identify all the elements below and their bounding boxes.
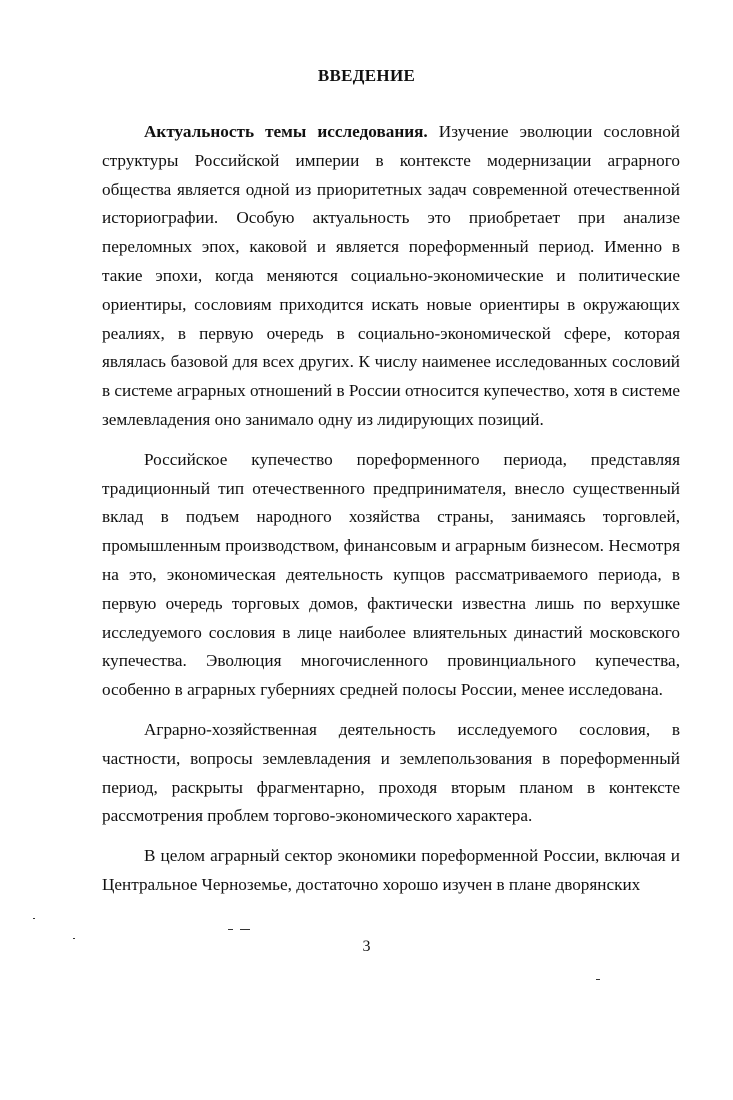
paragraph-4: В целом аграрный сектор экономики пореформенной России, включая и Центральное Черноземье, достаточно хорошо изучен в плане дворянских (102, 846, 680, 894)
scan-speck (596, 979, 600, 980)
body-text (102, 118, 680, 911)
scan-speck (73, 938, 75, 939)
page-heading: ВВЕДЕНИЕ (317, 66, 416, 85)
scan-speck (33, 918, 35, 919)
paragraph-3: Аграрно-хозяйственная деятельность исследуемого сословия, в частности, вопросы землевладения и землепользования в пореформенный период, раскрыты фрагментарно, проходя вторым планом в контексте рассмотрения проблем торгово-экономического характера. (102, 719, 680, 826)
paragraph-2: Российское купечество пореформенного периода, представляя традиционный тип отечественного предпринимателя, внесло существенный вклад в подъем народного хозяйства страны, занимаясь торговлей, промышленным производством, финансовым и аграрным бизнесом. Несмотря на это, экономическая деятельность купцов рассматриваемого периода, в первую очередь торговых домов, фактически известна лишь по верхушке исследуемого сословия в лице наиболее влиятельных династий московского купечества. Эволюция многочисленного провинциального купечества, особенно в аграрных губерниях средней полосы России, менее исследована. (102, 449, 680, 700)
scan-speck (240, 929, 250, 930)
scan-speck (228, 929, 233, 930)
paragraph-1 (102, 118, 680, 435)
page-number: 3 (362, 938, 371, 955)
paragraph-1-lead: Актуальность темы исследования. (144, 122, 428, 141)
paragraph-1-text: Изучение эволюции сословной структуры Российской империи в контексте модернизации аграрного общества является одной из приоритетных задач современной отечественной историографии. Особую актуальность это приобретает при анализе переломных эпох, каковой и является пореформенный период. Именно в такие эпохи, когда меняются социально-экономические и политические ориентиры, сословиям приходится искать новые ориентиры в окружающих реалиях, в первую очередь в социально-экономической сфере, которая являлась базовой для всех других. К числу наименее исследованных сословий в системе аграрных отношений в России относится купечество, хотя в системе землевладения оно занимало одну из лидирующих позиций. (102, 122, 680, 429)
